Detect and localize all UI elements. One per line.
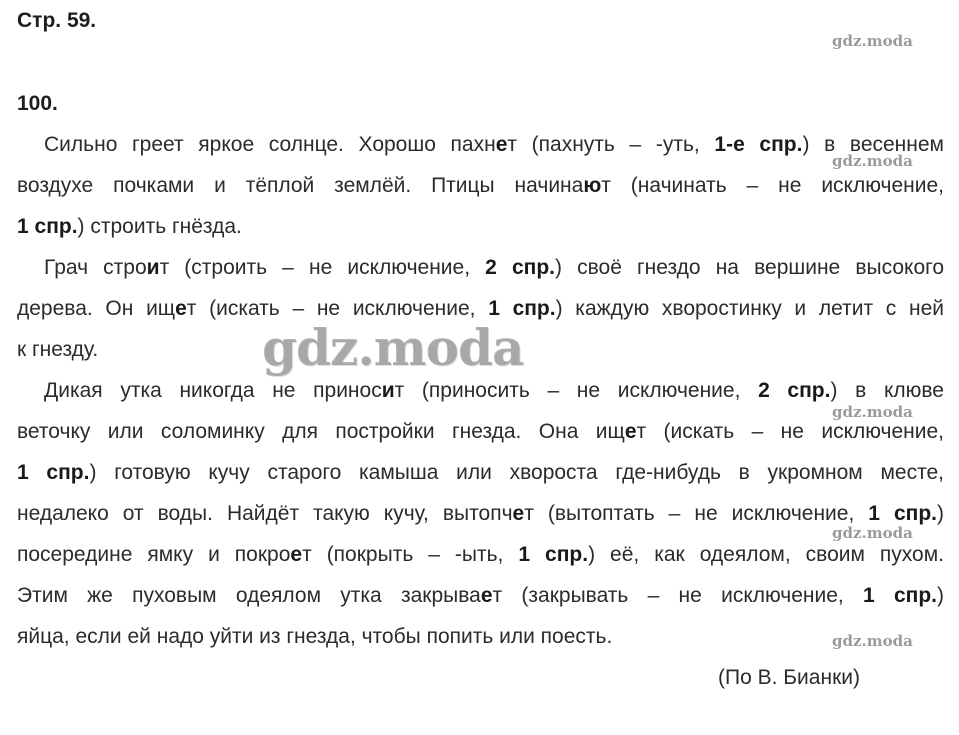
watermark-small: gdz.moda [832, 152, 913, 170]
bold-text: е [624, 420, 637, 443]
text-line [17, 502, 944, 526]
bold-text: е [480, 584, 493, 607]
text-segment: Дикая утка никогда не принос [44, 379, 382, 402]
text-segment: Этим же пуховым одеялом утка закрыва [17, 584, 481, 607]
bold-text: и [381, 379, 395, 402]
text-segment: т (пахнуть – -уть, [507, 133, 715, 156]
bold-text: 1 спр. [17, 215, 78, 238]
bold-text: 1 спр. [863, 584, 937, 607]
bold-text: и [146, 256, 160, 279]
text-segment: посередине ямку и покро [17, 543, 291, 566]
bold-text: 1 спр. [488, 297, 556, 320]
text-segment: т (строить – не исключение, [159, 256, 486, 279]
text-segment: Грач стро [44, 256, 147, 279]
text-segment: воздухе почками и тёплой землёй. Птицы начина [17, 174, 584, 197]
text-segment: т (приносить – не исключение, [394, 379, 759, 402]
text-segment: дерева. Он ищ [17, 297, 176, 320]
watermark-top: gdz.moda [832, 32, 913, 50]
text-line [17, 215, 944, 239]
text-segment: яйца, если ей надо уйти из гнезда, чтобы попить или поесть. [17, 625, 613, 648]
text-segment: ) её, как одеялом, своим пухом. [588, 543, 944, 566]
text-segment: ) в клюве [830, 379, 944, 402]
text-line [17, 420, 944, 444]
watermark-small: gdz.moda [832, 403, 913, 421]
bold-text: е [290, 543, 303, 566]
text-segment: к гнезду. [17, 338, 99, 361]
author-credit: (По В. Бианки) [718, 666, 860, 689]
text-segment: т (искать – не исключение, [186, 297, 489, 320]
text-segment: ) [937, 502, 945, 525]
text-segment: т (вытоптать – не исключение, [524, 502, 869, 525]
bold-text: 1 спр. [868, 502, 938, 525]
text-segment: Сильно греет яркое солнце. Хорошо пахн [44, 133, 496, 156]
text-line [44, 133, 944, 157]
text-line [44, 379, 944, 403]
text-line [44, 256, 944, 280]
text-segment: т (начинать – не исключение, [601, 174, 944, 197]
text-segment: ) [936, 584, 944, 607]
bold-text: е [512, 502, 525, 525]
watermark-large: gdz.moda [262, 318, 524, 377]
text-segment: т (искать – не исключение, [636, 420, 944, 443]
bold-text: 2 спр. [758, 379, 831, 402]
page-label: Стр. 59. [17, 9, 97, 32]
text-line [17, 625, 944, 649]
text-segment: ) в весеннем [802, 133, 944, 156]
text-line [17, 174, 944, 198]
exercise-number: 100. [17, 92, 58, 115]
bold-text: 1 спр. [518, 543, 589, 566]
bold-text: 1-е спр. [714, 133, 803, 156]
bold-text: 1 спр. [17, 461, 90, 484]
bold-text: 2 спр. [485, 256, 555, 279]
watermark-small: gdz.moda [832, 524, 913, 542]
text-segment: т (закрывать – не исключение, [492, 584, 864, 607]
text-segment: ) каждую хворостинку и летит с ней [555, 297, 944, 320]
watermark-small: gdz.moda [832, 632, 913, 650]
text-line [17, 461, 944, 485]
text-segment: ) строить гнёзда. [77, 215, 242, 238]
text-segment: веточку или соломинку для постройки гнезда. Она ищ [17, 420, 625, 443]
text-segment: недалеко от воды. Найдёт такую кучу, вытопч [17, 502, 513, 525]
text-line [17, 543, 944, 567]
text-segment: ) готовую кучу старого камыша или хвороста где-нибудь в укромном месте, [89, 461, 944, 484]
text-segment: ) своё гнездо на вершине высокого [555, 256, 945, 279]
text-line [17, 584, 944, 608]
bold-text: е [175, 297, 187, 320]
bold-text: е [495, 133, 508, 156]
bold-text: ю [583, 174, 602, 197]
text-segment: т (покрыть – -ыть, [302, 543, 519, 566]
